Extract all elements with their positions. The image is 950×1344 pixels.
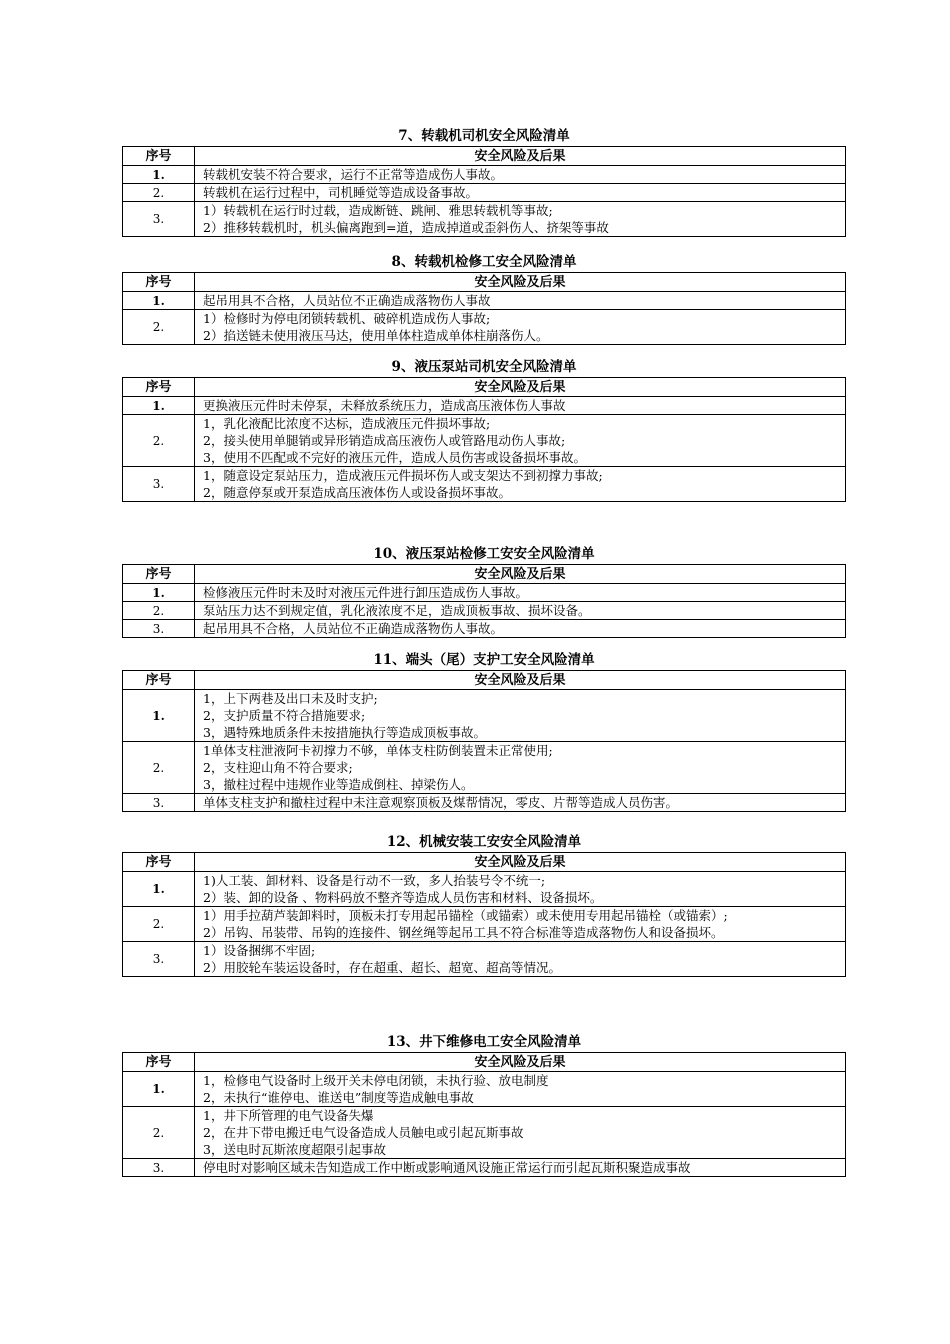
row-index: 2. (123, 415, 195, 467)
row-index: 2. (123, 742, 195, 794)
section-9 (122, 357, 846, 502)
col-header-risk: 安全风险及后果 (195, 853, 846, 872)
col-header-index: 序号 (123, 273, 195, 292)
section-13 (122, 1032, 846, 1177)
table-header-row (123, 378, 846, 397)
row-text: 1，检修电气设备时上级开关未停电闭锁，未执行验、放电制度 2，未执行“谁停电、谁送电”制度等造成触电事故 (195, 1072, 846, 1107)
row-index: 2. (123, 1107, 195, 1159)
section-8 (122, 252, 846, 345)
row-text: 起吊用具不合格，人员站位不正确造成落物伤人事故。 (195, 620, 846, 638)
row-text: 1）检修时为停电闭锁转载机、破碎机造成伤人事故; 2）掐送链未使用液压马达，使用单体柱造成单体柱崩落伤人。 (195, 310, 846, 345)
row-text: 单体支柱支护和撤柱过程中未注意观察顶板及煤帮情况，零皮、片帮等造成人员伤害。 (195, 794, 846, 812)
table-row (123, 1072, 846, 1107)
table-row (123, 467, 846, 502)
section-10 (122, 544, 846, 638)
row-index: 2. (123, 602, 195, 620)
col-header-index: 序号 (123, 671, 195, 690)
row-index: 3. (123, 467, 195, 502)
row-text: 1）用手拉葫芦装卸料时，顶板未打专用起吊锚栓（或锚索）或未使用专用起吊锚栓（或锚索）; 2）吊钩、吊装带、吊钩的连接件、钢丝绳等起吊工具不符合标准等造成落物伤人和设备损坏。 (195, 907, 846, 942)
col-header-index: 序号 (123, 147, 195, 166)
row-index: 2. (123, 184, 195, 202)
row-index: 1. (123, 292, 195, 310)
col-header-risk: 安全风险及后果 (195, 565, 846, 584)
risk-table (122, 377, 846, 502)
col-header-index: 序号 (123, 853, 195, 872)
section-12 (122, 832, 846, 977)
section-title: 13、井下维修电工安全风险清单 (386, 1034, 582, 1050)
row-index: 3. (123, 794, 195, 812)
section-title: 9、液压泵站司机安全风险清单 (391, 359, 577, 375)
col-header-risk: 安全风险及后果 (195, 671, 846, 690)
table-row (123, 310, 846, 345)
row-text: 停电时对影响区域未告知造成工作中断或影响通风设施正常运行而引起瓦斯积聚造成事故 (195, 1159, 846, 1177)
table-row (123, 794, 846, 812)
table-row (123, 292, 846, 310)
table-header-row (123, 1053, 846, 1072)
row-text: 1，井下所管理的电气设备失爆 2，在井下带电搬迁电气设备造成人员触电或引起瓦斯事故 3，送电时瓦斯浓度超限引起事故 (195, 1107, 846, 1159)
row-index: 2. (123, 310, 195, 345)
table-header-row (123, 273, 846, 292)
table-row (123, 1107, 846, 1159)
row-text: 1单体支柱泄液阿卡初撑力不够，单体支柱防倒装置未正常使用; 2，支柱迎山角不符合要求; 3，撤柱过程中违规作业等造成倒柱、掉梁伤人。 (195, 742, 846, 794)
section-title: 10、液压泵站检修工安安全风险清单 (373, 546, 595, 562)
row-text: 转载机安装不符合要求，运行不正常等造成伤人事故。 (195, 166, 846, 184)
table-row (123, 166, 846, 184)
col-header-risk: 安全风险及后果 (195, 378, 846, 397)
row-index: 1. (123, 872, 195, 907)
table-header-row (123, 565, 846, 584)
table-row (123, 584, 846, 602)
row-text: 更换液压元件时未停泵，未释放系统压力，造成高压液体伤人事故 (195, 397, 846, 415)
row-text: 1）转载机在运行时过载，造成断链、跳闸、雅思转载机等事故; 2）推移转载机时，机头偏离跑到=道，造成掉道或歪斜伤人、挤架等事故 (195, 202, 846, 237)
row-index: 1. (123, 1072, 195, 1107)
row-text: 泵站压力达不到规定值，乳化液浓度不足，造成顶板事故、损坏设备。 (195, 602, 846, 620)
table-row (123, 872, 846, 907)
row-index: 3. (123, 1159, 195, 1177)
row-text: 转载机在运行过程中，司机睡觉等造成设备事故。 (195, 184, 846, 202)
section-title: 7、转载机司机安全风险清单 (398, 128, 570, 144)
table-row (123, 742, 846, 794)
row-index: 3. (123, 202, 195, 237)
table-row (123, 690, 846, 742)
section-title: 12、机械安装工安安全风险清单 (386, 834, 582, 850)
risk-table (122, 272, 846, 345)
col-header-risk: 安全风险及后果 (195, 147, 846, 166)
table-row (123, 620, 846, 638)
section-7 (122, 126, 846, 237)
row-text: 检修液压元件时未及时对液压元件进行卸压造成伤人事故。 (195, 584, 846, 602)
col-header-index: 序号 (123, 378, 195, 397)
row-text: 1）设备捆绑不牢固; 2）用胶轮车装运设备时，存在超重、超长、超宽、超高等情况。 (195, 942, 846, 977)
risk-table (122, 670, 846, 812)
section-11 (122, 650, 846, 812)
row-index: 3. (123, 942, 195, 977)
table-row (123, 184, 846, 202)
col-header-index: 序号 (123, 1053, 195, 1072)
table-row (123, 907, 846, 942)
risk-table (122, 564, 846, 638)
table-row (123, 942, 846, 977)
row-text: 1，乳化液配比浓度不达标，造成液压元件损坏事故; 2，接头使用单腿销或异形销造成高压液伤人或管路甩动伤人事故; 3，使用不匹配或不完好的液压元件，造成人员伤害或设备损坏事故。 (195, 415, 846, 467)
row-text: 起吊用具不合格，人员站位不正确造成落物伤人事故 (195, 292, 846, 310)
risk-table (122, 852, 846, 977)
row-index: 1. (123, 397, 195, 415)
row-index: 1. (123, 584, 195, 602)
row-text: 1，随意设定泵站压力，造成液压元件损坏伤人或支架达不到初撑力事故; 2，随意停泵或开泵造成高压液体伤人或设备损坏事故。 (195, 467, 846, 502)
table-row (123, 1159, 846, 1177)
section-title: 11、端头（尾）支护工安全风险清单 (373, 652, 595, 668)
row-index: 1. (123, 690, 195, 742)
risk-table (122, 146, 846, 237)
table-row (123, 602, 846, 620)
table-row (123, 397, 846, 415)
row-index: 2. (123, 907, 195, 942)
row-index: 3. (123, 620, 195, 638)
col-header-risk: 安全风险及后果 (195, 1053, 846, 1072)
risk-table (122, 1052, 846, 1177)
table-row (123, 415, 846, 467)
table-header-row (123, 853, 846, 872)
row-index: 1. (123, 166, 195, 184)
table-header-row (123, 147, 846, 166)
row-text: 1)人工装、卸材料、设备是行动不一致，多人抬装号令不统一; 2）装、卸的设备 、物料码放不整齐等造成人员伤害和材料、设备损坏。 (195, 872, 846, 907)
col-header-risk: 安全风险及后果 (195, 273, 846, 292)
col-header-index: 序号 (123, 565, 195, 584)
table-row (123, 202, 846, 237)
table-header-row (123, 671, 846, 690)
section-title: 8、转载机检修工安全风险清单 (391, 254, 577, 270)
row-text: 1，上下两巷及出口未及时支护; 2，支护质量不符合措施要求; 3，遇特殊地质条件未按措施执行等造成顶板事故。 (195, 690, 846, 742)
